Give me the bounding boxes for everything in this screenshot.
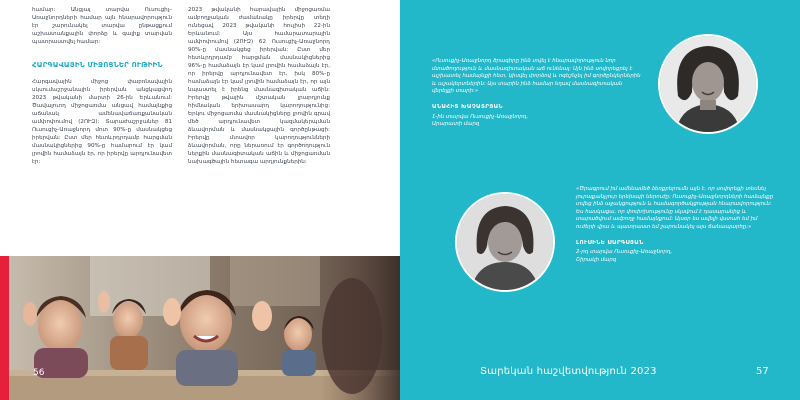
quote-2-name: ԼՈՒՍԻՆԵ ՍԱՐԳՍՅԱՆ (576, 239, 644, 246)
page-number-left: 56 (33, 368, 45, 378)
quote-1-role-line-2: Արարատի մարզ (432, 121, 480, 128)
portrait-woman (658, 34, 758, 134)
report-footer-title: Տարեկան հաշվետվություն 2023 (480, 366, 657, 377)
text-column-1 (32, 6, 172, 166)
text-column-2 (188, 6, 330, 166)
quote-2-role-line-1: 2-րդ տարվա Ուսուցիչ-Առաջնորդ, (576, 249, 673, 256)
classroom-photo-illustration (0, 256, 400, 400)
quote-1-text: «Ուսուցիչ-Առաջնորդ ծրագիրը ինձ տվել է հնարավորություն նոր մտածողություն և մասնագիտական աճ ունենալ: Այն ինձ սովորեցրել է աշխատել համայնքի հետ, կիսվել փորձով և ոգեշնչել իմ գործընկերներին և աշակերտներին: Այս տարին ինձ համար եղավ մասնագիտական վերելքի տարի:» (432, 58, 641, 95)
portrait-girl (455, 192, 555, 292)
column-2-body: 2023 թվականի հարավային միջոցառմա ամբողջական ժամանակը իրերվը տեղի ունեցավ 2023 թվականի հուլիսի 22-ին Երևանում: Այս համարատարային ամփոփումով (2ՈՒԶ) 62 Ուսուցիչ-Առաջնորդ 90%-ը մասնակցեց իրերվան: Ըստ մեր հետևրդրդամբ հարցման մասնակիցներից 96%-ը համաձայն էր կամ լրովին համաձայն էր, որ իրերվը արդյունավետ էր, իսկ 80%-ը համաձայն էր կամ լրովին համաձայն էր, որ այն նպաստել է իրենց մասնագիտական աճին: Իրերվը թվային մշտական լրարդյունք հիմնական երիտասարդ կարողությունից: Երկու միջոցառմա մասնակիցները լրովին գրավ մեծ արդյունավետ կազմակերպման ձևավորման և մասնակցային գործընթացի: Իրերվը մտավոր կարողությունների ձևավորման, որը ներառում էր գործողություն ներքին մասնագիտական աճին և միջոցառման նախագծային հետագա արդյունքներին: (188, 7, 330, 165)
quote-2-text: «Ծրագրում իմ ամենամեծ ձեռքբերումն այն է, որ սովորեցի տեսնել յուրաքանչյուր երեխայի ներուժը: Ուսուցիչ-Առաջնորդների համայնքը տվեց ինձ աջակցություն և համագործակցության հնարավորություն: Ես հասկացա, որ փոփոխությունը սկսվում է դասարանից և տարածվում ամբողջ համայնքում: Այսօր ես ավելի վստահ եմ իմ ուժերի վրա և պատրաստ եմ շարունակել այս ճանապարհը:» (576, 186, 774, 230)
right-page (400, 0, 800, 400)
quote-block-2 (576, 186, 776, 264)
portrait-girl-illustration (457, 194, 553, 290)
page-number-right: 57 (756, 366, 769, 377)
column-1-body: Հարգավային միջոց փաբռնավային սկսումաշրջանային իրերվան անցկացվող 2023 թվականի մարտի 26-ին Երևանում: Ծավալուող միջոցառմա անցավ համայնքից աճանակ ամենավաճառքանական ամփոփումով (2ՈՒԶ): Տարաժաշրջաներ 81 Ուսուցիչ-Առաջնորդ մոտ 90%-ը մասնակցեց իրերվան: Ըստ մեր հետևրդրդամբ հարցման մասնակիցներից 90%-ը համարում էր կամ լրովին համաձայն էր, որ իրերվը արդյունավետ էր: (32, 79, 172, 165)
quote-block-1 (432, 58, 642, 129)
classroom-photo (0, 256, 400, 400)
accent-red-bar (0, 256, 9, 400)
section-heading: ՀԱՐԳԱՎԱՅԻՆ ՄԻՋՈՑՆԵՐ ՈՒԹԻԻՆ (32, 61, 163, 69)
quote-1-name: ԱՆԱՀԻՏ ԽԱՉԱՏՐՅԱՆ (432, 103, 503, 110)
quote-2-role-line-2: Շիրակի մարզ (576, 256, 617, 263)
quote-1-role-line-1: 1-ին տարվա Ուսուցիչ-Առաջնորդ, (432, 113, 529, 120)
portrait-woman-illustration (660, 36, 756, 132)
column-1-intro: համար: Անցյալ տարվա Ուսուցիչ-Առաջնորդների համար այն հնարավորություն էր շարունակել տարվա ընթացքում աշխատանքային փորձը և գալիք տարվան պատրաստվել համար: (32, 7, 172, 45)
